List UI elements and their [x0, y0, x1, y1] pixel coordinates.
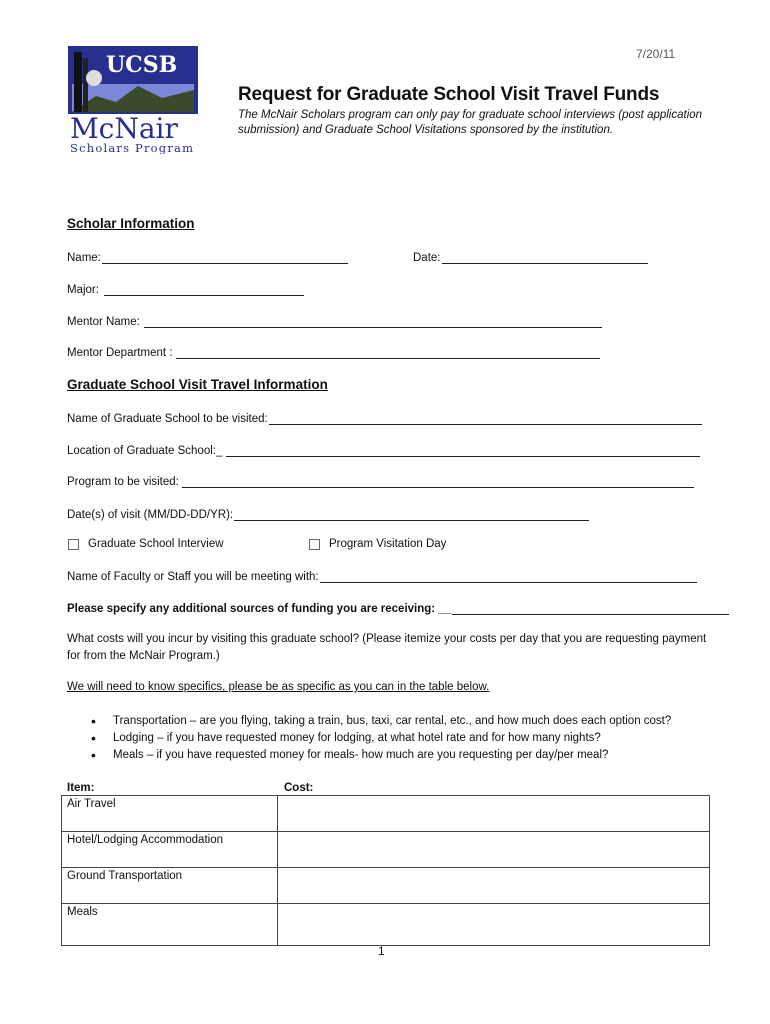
visit-dates-input-line[interactable] [234, 508, 589, 521]
program-input-line[interactable] [182, 475, 694, 488]
table-row [62, 904, 710, 946]
funding-label: Please specify any additional sources of funding you are receiving: __ [67, 603, 452, 615]
date-label: Date: [413, 252, 441, 264]
item-cell: Ground Transportation [62, 868, 278, 904]
mentor-name-field[interactable] [67, 315, 602, 328]
date-input-line[interactable] [442, 251, 648, 264]
graduate-school-field[interactable] [67, 412, 702, 425]
cost-bullet-list [91, 713, 711, 764]
mentor-department-label: Mentor Department : [67, 347, 173, 359]
funding-input-line[interactable] [452, 602, 729, 615]
name-field[interactable] [67, 251, 348, 264]
graduate-school-input-line[interactable] [269, 412, 702, 425]
cost-column-header: Cost: [284, 782, 314, 794]
logo-scholars-text: Scholars Program [70, 141, 195, 154]
location-field[interactable] [67, 444, 700, 457]
cost-cell[interactable] [278, 832, 710, 868]
travel-info-heading: Graduate School Visit Travel Information [67, 377, 328, 392]
form-intro: The McNair Scholars program can only pay for graduate school interviews (post application submission) and Graduate School Visitations sponsored by the institution. [238, 109, 703, 136]
page-number: 1 [378, 944, 385, 958]
name-input-line[interactable] [102, 251, 348, 264]
funding-field[interactable] [67, 602, 729, 615]
interview-option[interactable] [68, 538, 224, 550]
form-date: 7/20/11 [636, 47, 676, 61]
list-item: • Meals – if you have requested money for meals- how much are you requesting per day/per meal? [91, 747, 711, 764]
cost-cell[interactable] [278, 904, 710, 946]
costs-question: What costs will you incur by visiting this graduate school? (Please itemize your costs per day that you are requesting payment for from the McNair Program.) [67, 633, 707, 662]
table-row [62, 832, 710, 868]
interview-checkbox[interactable] [68, 539, 79, 550]
mentor-name-label: Mentor Name: [67, 316, 140, 328]
scholar-info-heading: Scholar Information [67, 216, 195, 231]
visitation-option[interactable] [309, 538, 446, 550]
major-input-line[interactable] [104, 283, 304, 296]
faculty-input-line[interactable] [320, 570, 697, 583]
location-label: Location of Graduate School:_ [67, 445, 223, 457]
faculty-field[interactable] [67, 570, 697, 583]
cost-cell[interactable] [278, 868, 710, 904]
name-label: Name: [67, 252, 101, 264]
date-field[interactable] [413, 251, 648, 264]
item-cell: Air Travel [62, 796, 278, 832]
list-item: • Lodging – if you have requested money for lodging, at what hotel rate and for how many nights? [91, 730, 711, 747]
item-cell: Meals [62, 904, 278, 946]
list-item: • Transportation – are you flying, taking a train, bus, taxi, car rental, etc., and how much does each option cost? [91, 713, 711, 730]
ucsb-mcnair-logo [66, 44, 202, 154]
logo-ucsb-text: UCSB [106, 52, 178, 78]
mentor-department-field[interactable] [67, 346, 600, 359]
program-field[interactable] [67, 475, 694, 488]
table-row [62, 868, 710, 904]
interview-option-label: Graduate School Interview [88, 538, 224, 550]
visitation-checkbox[interactable] [309, 539, 320, 550]
faculty-label: Name of Faculty or Staff you will be meeting with: [67, 571, 319, 583]
visitation-option-label: Program Visitation Day [329, 538, 447, 550]
item-cell: Hotel/Lodging Accommodation [62, 832, 278, 868]
cost-cell[interactable] [278, 796, 710, 832]
table-row [62, 796, 710, 832]
graduate-school-label: Name of Graduate School to be visited: [67, 413, 268, 425]
major-field[interactable] [67, 283, 304, 296]
item-column-header: Item: [67, 782, 95, 794]
logo-mcnair-text: McNair [70, 112, 178, 145]
location-input-line[interactable] [226, 444, 700, 457]
mentor-department-input-line[interactable] [176, 346, 600, 359]
specifics-note: We will need to know specifics, please be as specific as you can in the table below. [67, 681, 490, 693]
visit-dates-label: Date(s) of visit (MM/DD-DD/YR): [67, 509, 234, 521]
visit-dates-field[interactable] [67, 508, 589, 521]
mentor-name-input-line[interactable] [144, 315, 602, 328]
form-title: Request for Graduate School Visit Travel Funds [238, 84, 660, 105]
program-label: Program to be visited: [67, 476, 179, 488]
cost-table [61, 795, 710, 946]
major-label: Major: [67, 284, 99, 296]
